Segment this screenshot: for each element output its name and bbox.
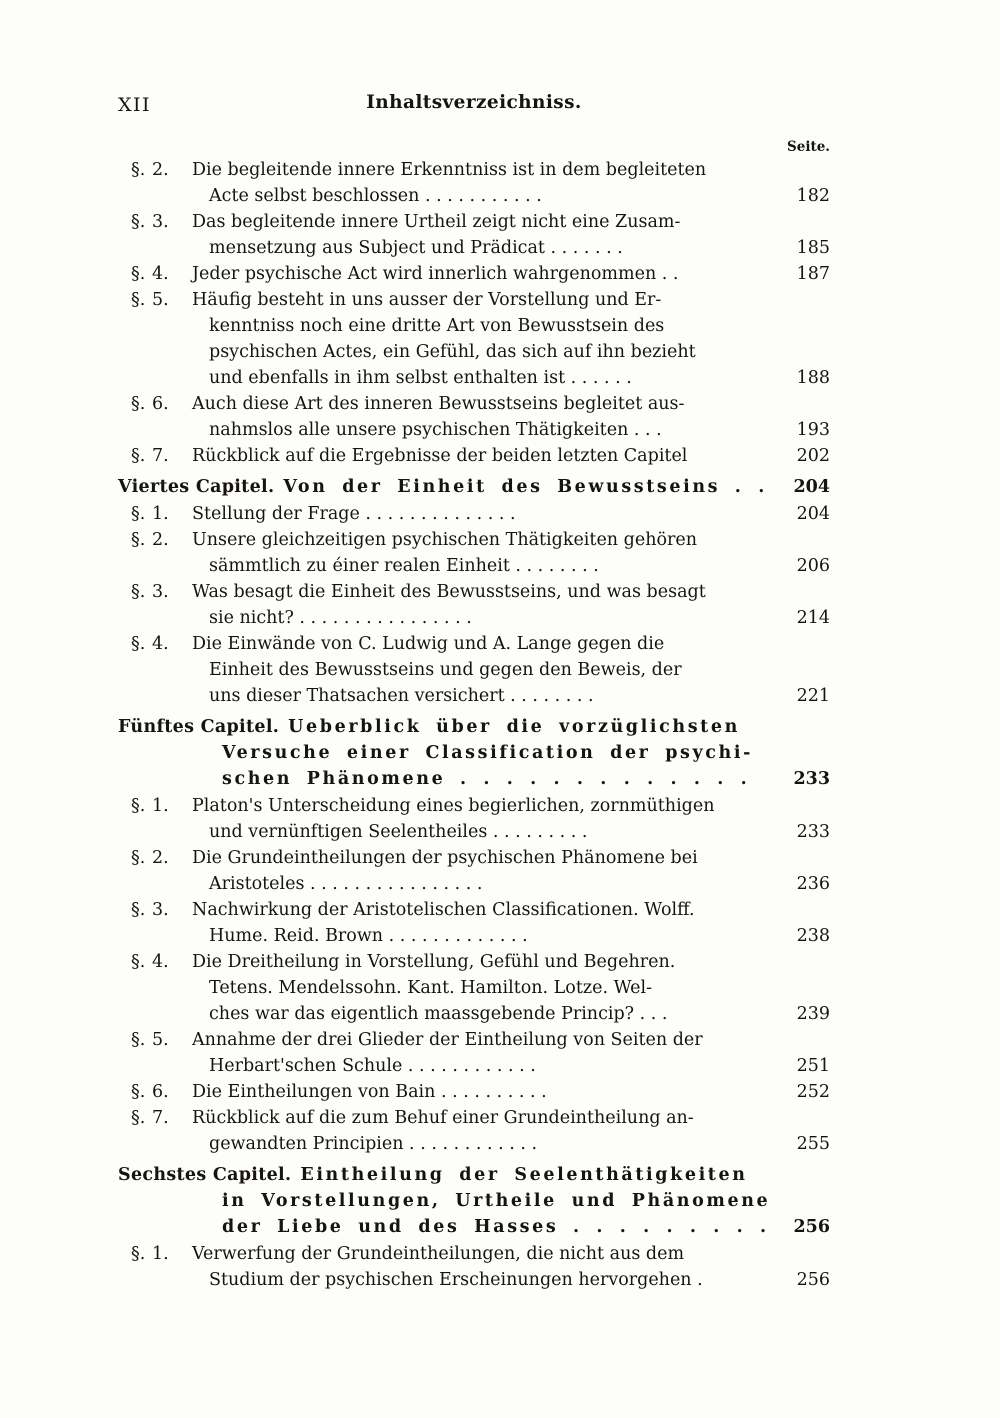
toc-line: Häufig besteht in uns ausser der Vorstellung und Er- — [192, 290, 662, 310]
page-number: 185 — [796, 238, 830, 258]
chapter-label: Viertes Capitel. — [118, 477, 275, 497]
page-number: 206 — [796, 556, 830, 576]
section-mark: §. — [131, 1082, 146, 1102]
toc-line: Auch diese Art des inneren Bewusstseins begleitet aus- — [192, 394, 685, 414]
chapter-title-text: Eintheilung der Seelenthätigkeiten — [300, 1165, 748, 1185]
entry-text — [192, 1079, 782, 1105]
toc-line: Einheit des Bewusstseins und gegen den Beweis, der — [209, 660, 682, 680]
toc-line: in Vorstellungen, Urtheile und Phänomene — [222, 1191, 771, 1211]
section-mark: §. — [131, 530, 146, 550]
toc-line: der Liebe und des Hasses . . . . . . . . . — [222, 1217, 769, 1237]
entry-text — [192, 501, 782, 527]
toc-chapter-entry — [118, 1162, 830, 1240]
toc-line: Unsere gleichzeitigen psychischen Thätigkeiten gehören — [192, 530, 697, 550]
entry-text — [192, 157, 782, 209]
section-number: 5. — [152, 1030, 169, 1050]
chapter-label: Fünftes Capitel. — [118, 717, 280, 737]
toc-line: gewandten Principien . . . . . . . . . . . . — [209, 1134, 538, 1154]
section-mark: §. — [131, 952, 146, 972]
entry-text — [118, 714, 782, 792]
toc-line: Stellung der Frage . . . . . . . . . . . . . . — [192, 504, 516, 524]
toc-line: Acte selbst beschlossen . . . . . . . . . . . — [209, 186, 542, 206]
section-number: 1. — [152, 796, 169, 816]
section-mark: §. — [131, 900, 146, 920]
page-number: 193 — [796, 420, 830, 440]
entry-text — [192, 527, 782, 579]
section-number: 1. — [152, 504, 169, 524]
toc-section-entry — [118, 287, 830, 391]
toc-line: Rückblick auf die zum Behuf einer Grundeintheilung an- — [192, 1108, 694, 1128]
section-number: 3. — [152, 900, 169, 920]
page-number: 233 — [796, 822, 830, 842]
toc-section-entry — [118, 391, 830, 443]
section-mark: §. — [131, 1030, 146, 1050]
toc-line: Verwerfung der Grundeintheilungen, die nicht aus dem — [192, 1244, 685, 1264]
toc-section-entry — [118, 501, 830, 527]
toc-section-entry — [118, 631, 830, 709]
page-number: 188 — [796, 368, 830, 388]
entry-text — [192, 261, 782, 287]
section-number: 2. — [152, 160, 169, 180]
section-number: 2. — [152, 848, 169, 868]
page-number: 202 — [796, 446, 830, 466]
toc-section-entry — [118, 261, 830, 287]
entry-text — [192, 897, 782, 949]
page-header — [118, 92, 830, 124]
section-mark: §. — [131, 796, 146, 816]
entry-text — [192, 793, 782, 845]
toc-line: Tetens. Mendelssohn. Kant. Hamilton. Lotze. Wel- — [209, 978, 653, 998]
toc-line: psychischen Actes, ein Gefühl, das sich auf ihn bezieht — [209, 342, 696, 362]
toc-line: Nachwirkung der Aristotelischen Classificationen. Wolff. — [192, 900, 695, 920]
section-mark: §. — [131, 1244, 146, 1264]
toc-line: uns dieser Thatsachen versichert . . . . . . . . — [209, 686, 594, 706]
toc-section-entry — [118, 1241, 830, 1293]
page-number: 236 — [796, 874, 830, 894]
toc-line: nahmslos alle unsere psychischen Thätigkeiten . . . — [209, 420, 662, 440]
toc-line: Platon's Unterscheidung eines begierlichen, zornmüthigen — [192, 796, 715, 816]
toc-line: Die Einwände von C. Ludwig und A. Lange gegen die — [192, 634, 665, 654]
toc-line: Die Eintheilungen von Bain . . . . . . . . . . — [192, 1082, 547, 1102]
page-number-roman: XII — [118, 94, 152, 116]
toc-section-entry — [118, 1079, 830, 1105]
page-number: 204 — [793, 477, 830, 497]
chapter-label: Sechstes Capitel. — [118, 1165, 292, 1185]
page-title: Inhaltsverzeichniss. — [366, 92, 582, 113]
entry-text — [192, 1105, 782, 1157]
toc-line: Studium der psychischen Erscheinungen hervorgehen . — [209, 1270, 703, 1290]
entry-text — [192, 949, 782, 1027]
toc-chapter-entry — [118, 474, 830, 500]
toc-section-entry — [118, 209, 830, 261]
section-mark: §. — [131, 264, 146, 284]
section-mark: §. — [131, 634, 146, 654]
toc-section-entry — [118, 949, 830, 1027]
toc-line — [118, 714, 782, 740]
page-number: 233 — [793, 769, 830, 789]
page-number: 256 — [796, 1270, 830, 1290]
page-number: 252 — [796, 1082, 830, 1102]
toc-line: sie nicht? . . . . . . . . . . . . . . . . — [209, 608, 472, 628]
page-number: 204 — [796, 504, 830, 524]
section-number: 7. — [152, 446, 169, 466]
section-number: 3. — [152, 582, 169, 602]
column-header-seite: Seite. — [787, 139, 830, 155]
toc-line: Annahme der drei Glieder der Eintheilung von Seiten der — [192, 1030, 703, 1050]
toc-section-entry — [118, 793, 830, 845]
entry-text — [192, 631, 782, 709]
toc-line — [118, 474, 782, 500]
page-number: 187 — [796, 264, 830, 284]
section-number: 7. — [152, 1108, 169, 1128]
toc-section-entry — [118, 527, 830, 579]
page-number: 238 — [796, 926, 830, 946]
chapter-title-text: Ueberblick über die vorzüglichsten — [288, 717, 740, 737]
entry-text — [192, 845, 782, 897]
toc-line: Aristoteles . . . . . . . . . . . . . . . . — [209, 874, 483, 894]
toc-chapter-entry — [118, 714, 830, 792]
page-number: 214 — [796, 608, 830, 628]
toc-section-entry — [118, 443, 830, 469]
toc-section-entry — [118, 845, 830, 897]
page-number: 182 — [796, 186, 830, 206]
section-number: 6. — [152, 394, 169, 414]
entry-text — [192, 209, 782, 261]
toc-line: Das begleitende innere Urtheil zeigt nicht eine Zusam- — [192, 212, 681, 232]
toc-entries — [118, 157, 830, 1293]
toc-line: kenntniss noch eine dritte Art von Bewusstsein des — [209, 316, 665, 336]
page-number: 239 — [796, 1004, 830, 1024]
section-mark: §. — [131, 290, 146, 310]
section-mark: §. — [131, 160, 146, 180]
toc-line: schen Phänomene . . . . . . . . . . . . . — [222, 769, 750, 789]
section-number: 3. — [152, 212, 169, 232]
section-number: 1. — [152, 1244, 169, 1264]
page-content — [118, 92, 830, 1293]
toc-line: Die Grundeintheilungen der psychischen Phänomene bei — [192, 848, 698, 868]
section-number: 6. — [152, 1082, 169, 1102]
section-number: 5. — [152, 290, 169, 310]
section-mark: §. — [131, 504, 146, 524]
entry-text — [118, 1162, 782, 1240]
section-number: 4. — [152, 634, 169, 654]
toc-section-entry — [118, 897, 830, 949]
section-number: 4. — [152, 264, 169, 284]
entry-text — [192, 391, 782, 443]
page-number: 251 — [796, 1056, 830, 1076]
toc-line: Die Dreitheilung in Vorstellung, Gefühl und Begehren. — [192, 952, 676, 972]
toc-section-entry — [118, 579, 830, 631]
section-number: 2. — [152, 530, 169, 550]
entry-text — [192, 1027, 782, 1079]
toc-line: Herbart'schen Schule . . . . . . . . . . . . — [209, 1056, 536, 1076]
entry-text — [118, 474, 782, 500]
section-number: 4. — [152, 952, 169, 972]
toc-section-entry — [118, 1027, 830, 1079]
entry-text — [192, 1241, 782, 1293]
section-mark: §. — [131, 1108, 146, 1128]
entry-text — [192, 287, 782, 391]
section-mark: §. — [131, 446, 146, 466]
section-mark: §. — [131, 394, 146, 414]
toc-line: Was besagt die Einheit des Bewusstseins, und was besagt — [192, 582, 706, 602]
toc-line: Hume. Reid. Brown . . . . . . . . . . . . . — [209, 926, 528, 946]
chapter-title-text: Von der Einheit des Bewusstseins . . — [283, 477, 767, 497]
toc-section-entry — [118, 157, 830, 209]
toc-line: Die begleitende innere Erkenntniss ist in dem begleiteten — [192, 160, 707, 180]
page-number: 255 — [796, 1134, 830, 1154]
toc-line: mensetzung aus Subject und Prädicat . . . . . . . — [209, 238, 623, 258]
section-mark: §. — [131, 582, 146, 602]
section-mark: §. — [131, 848, 146, 868]
page-number: 256 — [793, 1217, 830, 1237]
section-mark: §. — [131, 212, 146, 232]
toc-line: und vernünftigen Seelentheiles . . . . . . . . . — [209, 822, 588, 842]
toc-section-entry — [118, 1105, 830, 1157]
toc-line: und ebenfalls in ihm selbst enthalten ist . . . . . . — [209, 368, 632, 388]
page-number: 221 — [796, 686, 830, 706]
toc-line: Rückblick auf die Ergebnisse der beiden letzten Capitel — [192, 446, 688, 466]
entry-text — [192, 443, 782, 469]
toc-line: sämmtlich zu éiner realen Einheit . . . . . . . . — [209, 556, 599, 576]
toc-line: ches war das eigentlich maassgebende Princip? . . . — [209, 1004, 668, 1024]
toc-line: Versuche einer Classification der psychi- — [222, 743, 753, 763]
entry-text — [192, 579, 782, 631]
toc-line — [118, 1162, 782, 1188]
toc-line: Jeder psychische Act wird innerlich wahrgenommen . . — [192, 264, 679, 284]
